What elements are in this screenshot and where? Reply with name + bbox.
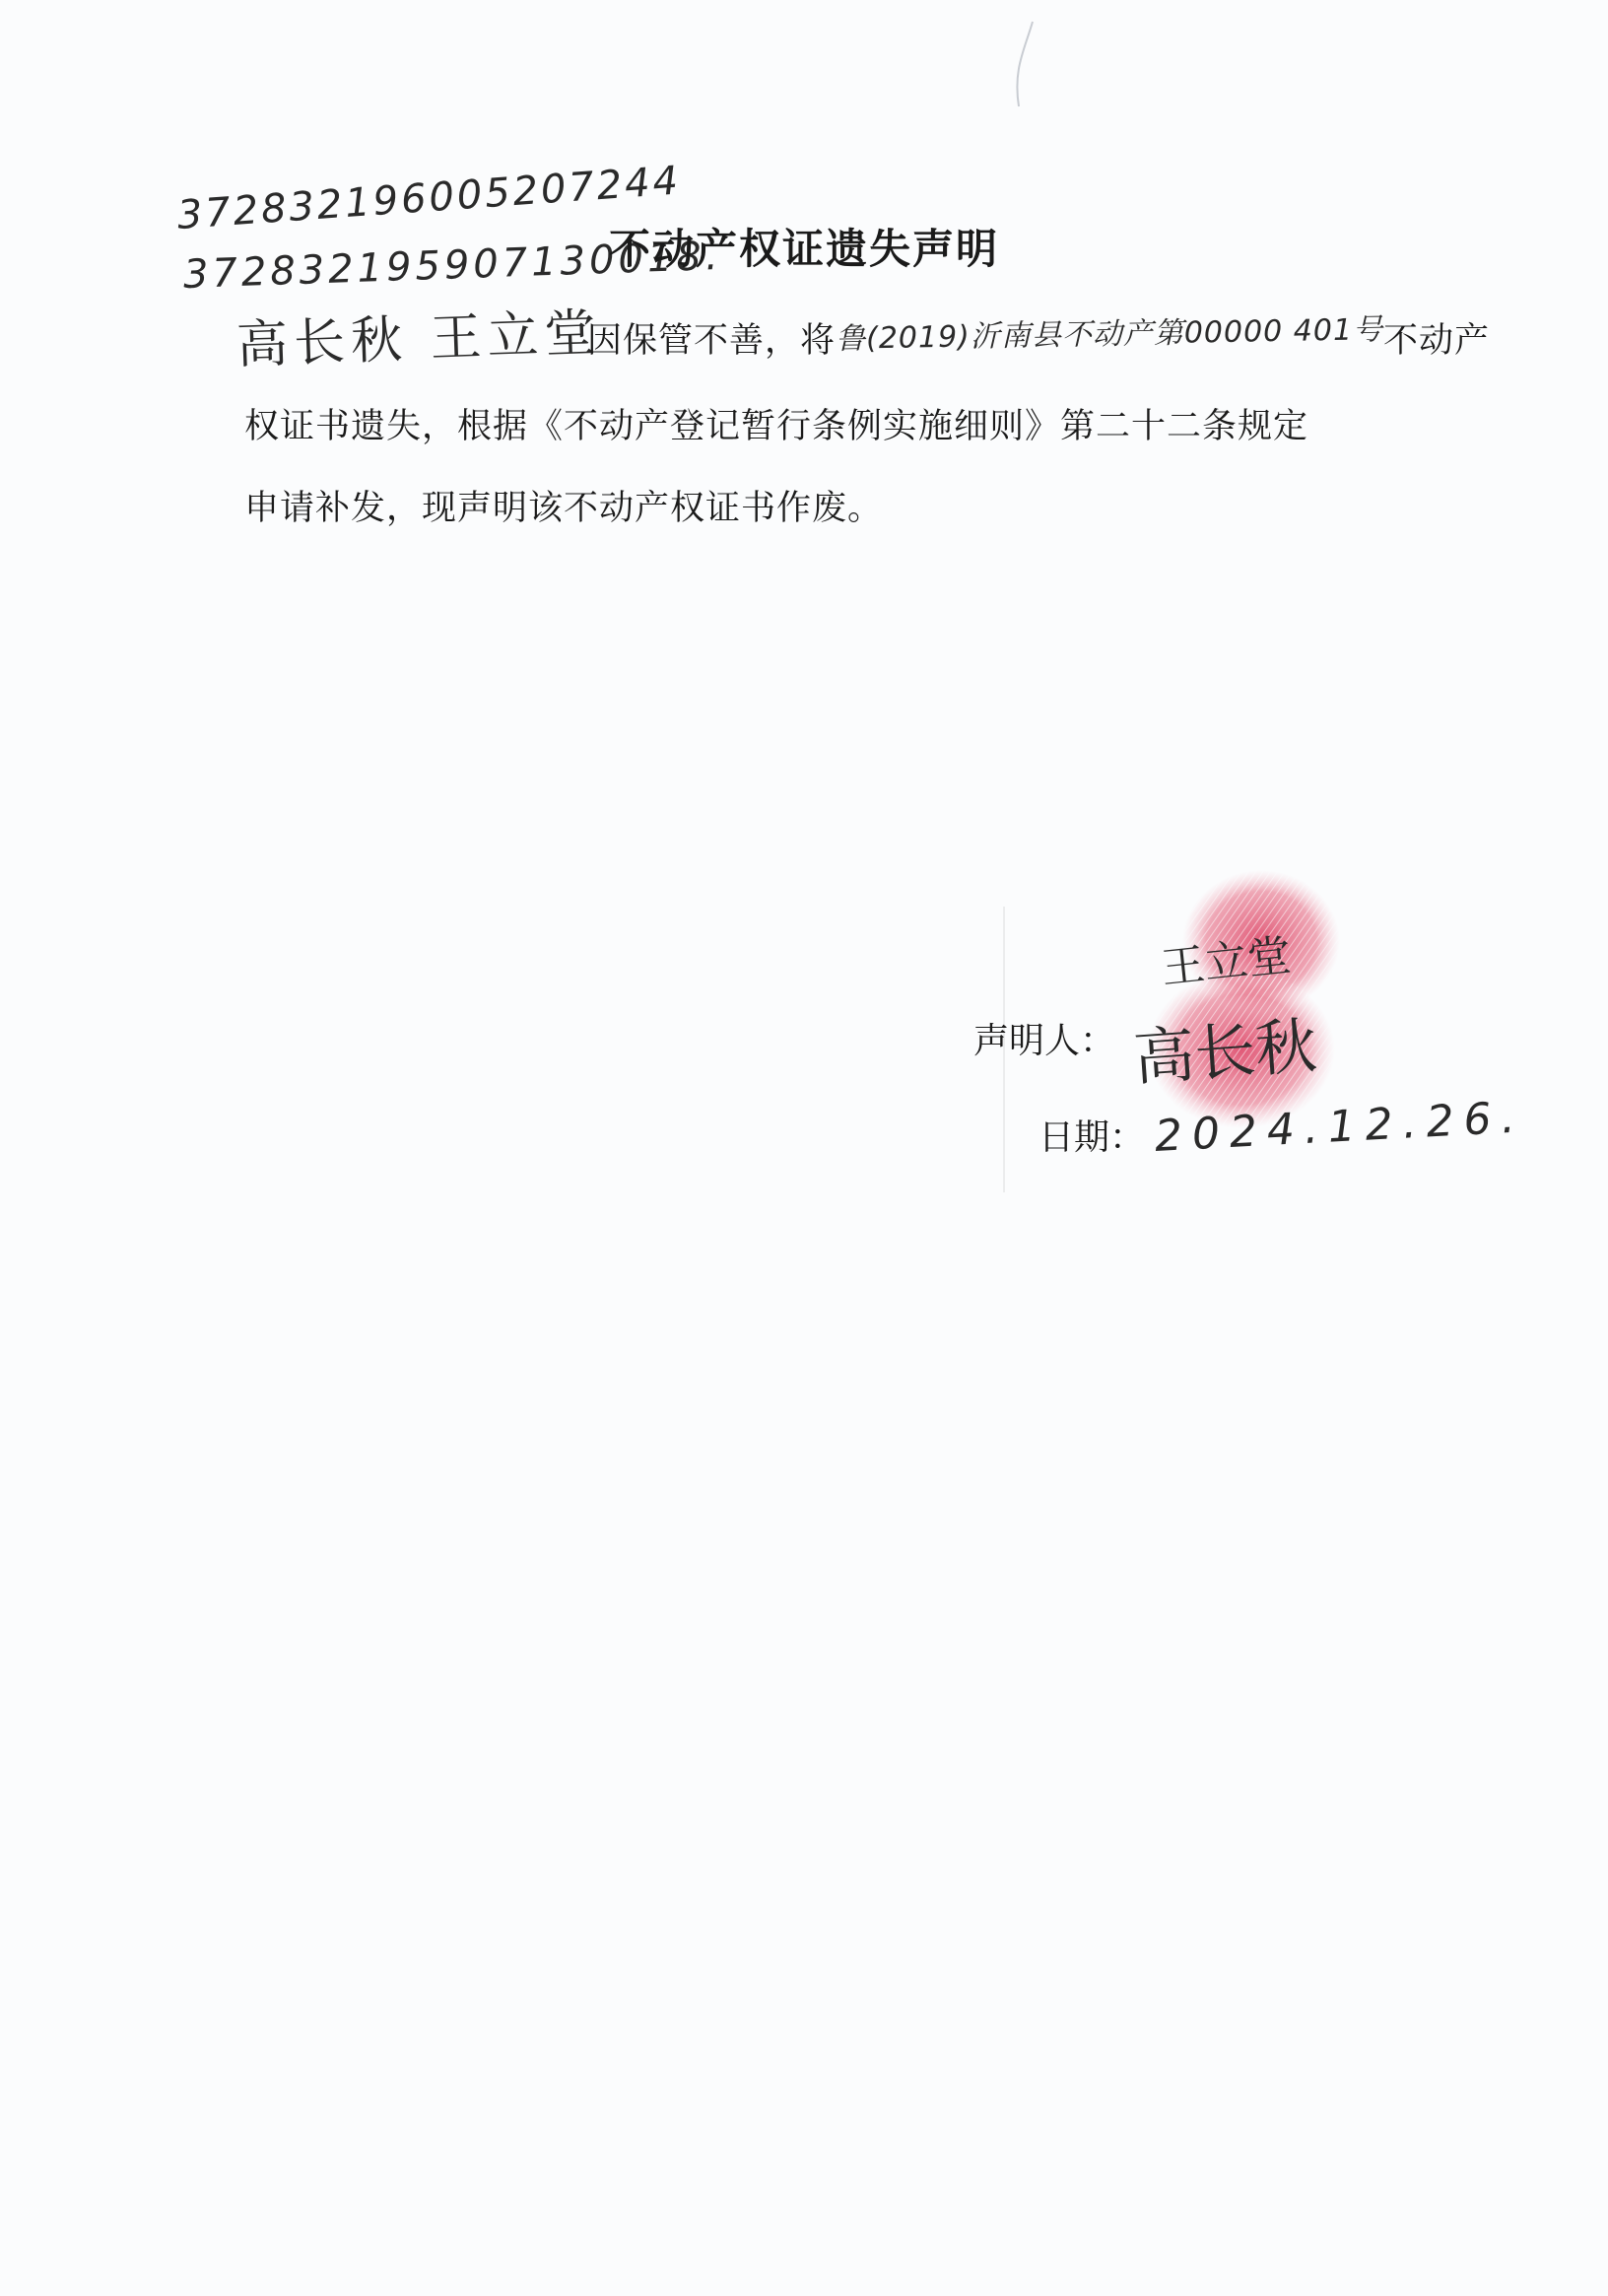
body-line-1-end: 不动产 xyxy=(1383,321,1491,361)
id-number-1: 372832196005207244 xyxy=(175,158,683,238)
document-title: 不动产权证遗失声明 xyxy=(609,225,1000,273)
signature-wang-litang: 王立堂 xyxy=(1159,930,1294,994)
body-line-2: 权证书遗失，根据《不动产登记暂行条例实施细则》第二十二条规定 xyxy=(244,407,1309,446)
scan-artifact-mark xyxy=(1005,20,1044,108)
signature-gao-changqiu: 高长秋 xyxy=(1131,1009,1319,1095)
body-line-1-start: 因保管不善，将 xyxy=(587,321,837,361)
declarant-names: 高长秋 王立堂 xyxy=(235,304,603,375)
date-label: 日期： xyxy=(1038,1117,1146,1158)
declarant-label: 声明人： xyxy=(973,1021,1116,1061)
body-line-3: 申请补发，现声明该不动产权证书作废。 xyxy=(244,489,884,528)
certificate-number-handwritten: 鲁(2019)沂南县不动产第00000 401号 xyxy=(835,312,1384,357)
date-handwritten: 2024.12.26. xyxy=(1153,1092,1526,1162)
id-number-2: 372832195907130018. xyxy=(182,233,723,298)
body-line-1 xyxy=(587,313,1490,363)
